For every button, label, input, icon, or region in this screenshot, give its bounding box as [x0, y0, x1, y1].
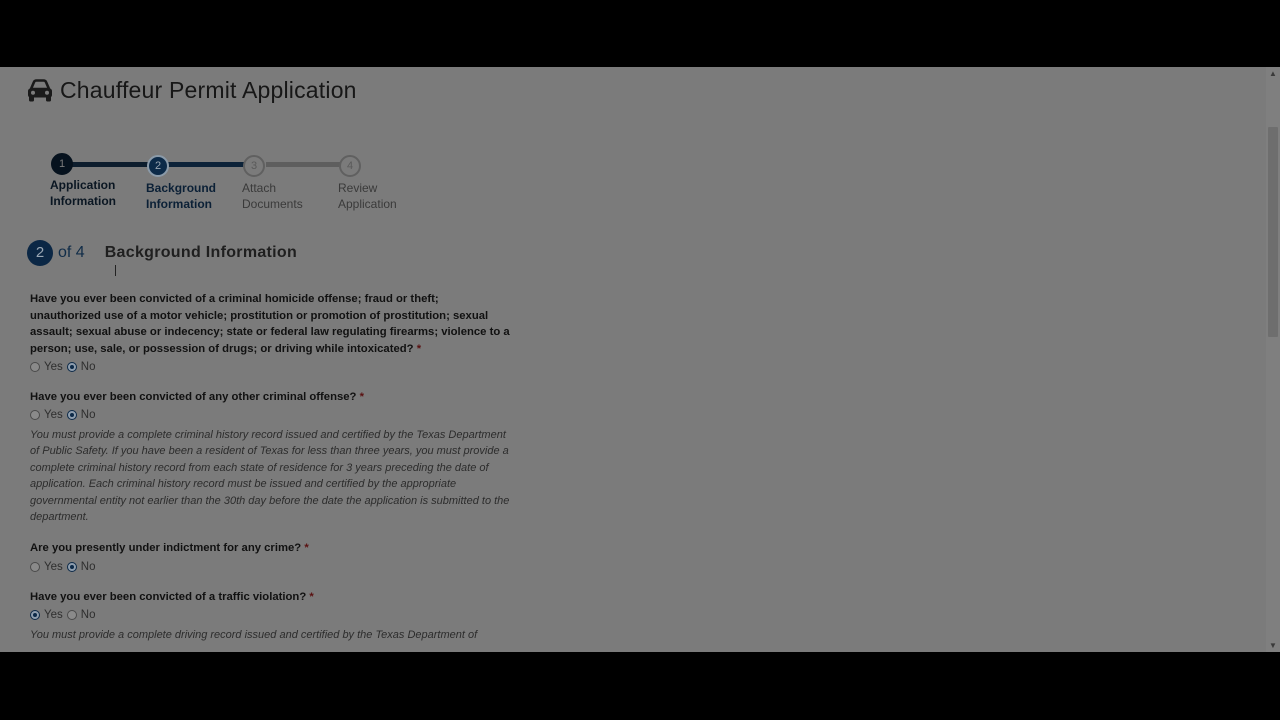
section-title: Background Information	[104, 244, 298, 261]
car-icon	[26, 78, 54, 104]
radio-no-label[interactable]: No	[80, 409, 96, 422]
step-3-indicator: 3	[243, 155, 265, 177]
question-text: Have you ever been convicted of any other criminal offense? *	[30, 391, 364, 404]
vertical-scrollbar[interactable]	[1266, 67, 1280, 652]
radio-group	[30, 359, 510, 374]
radio-yes-label[interactable]: Yes	[44, 560, 63, 573]
step-3-label	[242, 180, 303, 212]
letterbox-bottom	[0, 652, 1280, 720]
radio-yes[interactable]	[30, 562, 40, 572]
radio-yes[interactable]	[30, 610, 40, 620]
radio-yes-label[interactable]: Yes	[44, 609, 63, 622]
radio-yes[interactable]	[30, 362, 40, 372]
radio-no-label[interactable]: No	[80, 560, 96, 573]
letterbox-top	[0, 0, 1280, 67]
question-block-4	[30, 589, 510, 643]
required-marker: *	[416, 342, 422, 355]
chevron-up-icon[interactable]: ▲	[1269, 69, 1277, 78]
section-number-badge: 2	[27, 240, 53, 266]
step-3-label-line1: Attach	[242, 181, 277, 195]
step-4-label-line1: Review	[338, 181, 378, 195]
radio-yes-label[interactable]: Yes	[44, 360, 63, 373]
radio-no[interactable]	[67, 562, 77, 572]
background-form	[30, 291, 510, 652]
step-1-label-line2: Information	[50, 194, 116, 208]
step-4-indicator: 4	[339, 155, 361, 177]
page-header	[26, 77, 357, 104]
step-connector-3	[266, 162, 342, 167]
question-text: Are you presently under indictment for any crime? *	[30, 542, 309, 555]
step-2-label-line2: Information	[146, 197, 212, 211]
radio-no-label[interactable]: No	[80, 360, 96, 373]
question-block-2	[30, 389, 510, 525]
step-2-label-line1: Background	[146, 181, 217, 195]
section-header	[27, 240, 297, 266]
step-2-indicator[interactable]: 2	[147, 155, 169, 177]
radio-group	[30, 608, 510, 623]
required-marker: *	[304, 542, 309, 555]
step-1-label-line1: Application	[50, 178, 116, 192]
step-1-label[interactable]	[50, 177, 116, 209]
question-block-1	[30, 291, 510, 374]
radio-no[interactable]	[67, 410, 77, 420]
scrollbar-thumb[interactable]	[1268, 127, 1278, 337]
step-4-label-line2: Application	[338, 197, 397, 211]
section-of-total: of 4	[58, 244, 85, 261]
step-connector-1	[62, 162, 158, 167]
radio-no[interactable]	[67, 362, 77, 372]
step-1-indicator[interactable]: 1	[51, 153, 73, 175]
step-4-label	[338, 180, 397, 212]
radio-yes-label[interactable]: Yes	[44, 409, 63, 422]
radio-group	[30, 559, 510, 574]
page-viewport	[0, 67, 1280, 652]
question-block-3	[30, 540, 510, 574]
radio-yes[interactable]	[30, 410, 40, 420]
step-3-label-line2: Documents	[242, 197, 303, 211]
question-text: Have you ever been convicted of a traffic violation? *	[30, 591, 314, 603]
progress-stepper	[40, 152, 420, 222]
help-note: You must provide a complete criminal history record issued and certified by the Texas Department of Public Safety. If you have been a resident of Texas for less than three years, you must provide a complete criminal history record from each state of residence for 3 years preceding the date of application. Each criminal history record must be issued and certified by the appropriate governmental entity not earlier than the 30th day before the date the application is submitted to the department.	[30, 428, 510, 523]
page-title: Chauffeur Permit Application	[60, 77, 357, 103]
step-connector-2	[168, 162, 254, 167]
radio-no[interactable]	[67, 610, 77, 620]
text-cursor	[115, 265, 116, 276]
required-marker: *	[359, 391, 364, 404]
chevron-down-icon[interactable]: ▼	[1269, 641, 1277, 650]
help-note: You must provide a complete driving record issued and certified by the Texas Department of	[30, 628, 478, 641]
radio-group	[30, 408, 510, 423]
step-2-label[interactable]	[146, 180, 216, 212]
question-text: Have you ever been convicted of a criminal homicide offense; fraud or theft; unauthorized use of a motor vehicle; prostitution or promotion of prostitution; sexual assault; sexual abuse or indecency; state or federal law regulating firearms; violence to a person; use, sale, or possession of drugs; or driving while intoxicated? *	[30, 293, 510, 355]
radio-no-label[interactable]: No	[80, 609, 96, 622]
required-marker: *	[309, 591, 314, 603]
